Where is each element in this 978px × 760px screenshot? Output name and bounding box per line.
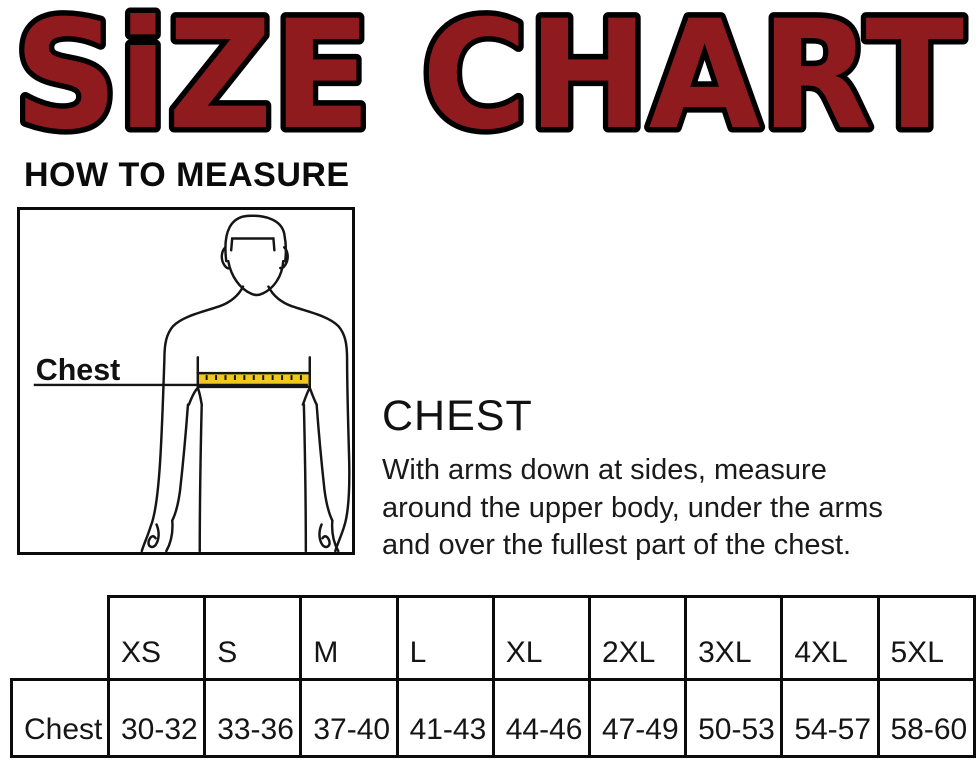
size-column-header: 5XL — [878, 597, 974, 680]
row-label-cell: Chest — [12, 680, 109, 757]
chest-value-cell: 54-57 — [782, 680, 878, 757]
size-column-header: 3XL — [686, 597, 782, 680]
chest-value-cell: 47-49 — [589, 680, 685, 757]
size-column-header: XS — [109, 597, 205, 680]
size-column-header: XL — [493, 597, 589, 680]
chest-instructions-heading: CHEST — [382, 392, 533, 440]
chest-value-cell: 50-53 — [686, 680, 782, 757]
size-column-header: M — [301, 597, 397, 680]
instruction-line: around the upper body, under the arms — [382, 491, 883, 524]
size-table — [10, 595, 976, 758]
instruction-line: With arms down at sides, measure — [382, 454, 827, 486]
chest-instructions-body — [382, 452, 957, 565]
size-column-header: 2XL — [589, 597, 685, 680]
chest-value-cell: 58-60 — [878, 680, 974, 757]
measurement-diagram — [17, 207, 355, 555]
empty-corner-cell — [12, 597, 109, 680]
chest-diagram-label: Chest — [35, 353, 121, 388]
page-title: SiZE CHART — [14, 0, 964, 152]
size-table-header-row — [12, 597, 975, 680]
chest-measurements-row — [12, 680, 975, 757]
size-column-header: L — [397, 597, 493, 680]
how-to-measure-heading: HOW TO MEASURE — [24, 156, 350, 194]
body-outline-figure — [20, 210, 352, 552]
size-column-header: S — [205, 597, 301, 680]
chest-value-cell: 41-43 — [397, 680, 493, 757]
size-column-header: 4XL — [782, 597, 878, 680]
title-banner — [0, 0, 978, 152]
chest-value-cell: 37-40 — [301, 680, 397, 757]
chest-instructions — [382, 393, 957, 565]
chest-value-cell: 33-36 — [205, 680, 301, 757]
chest-value-cell: 30-32 — [109, 680, 205, 757]
chest-value-cell: 44-46 — [493, 680, 589, 757]
instruction-line: and over the fullest part of the chest. — [382, 529, 852, 561]
